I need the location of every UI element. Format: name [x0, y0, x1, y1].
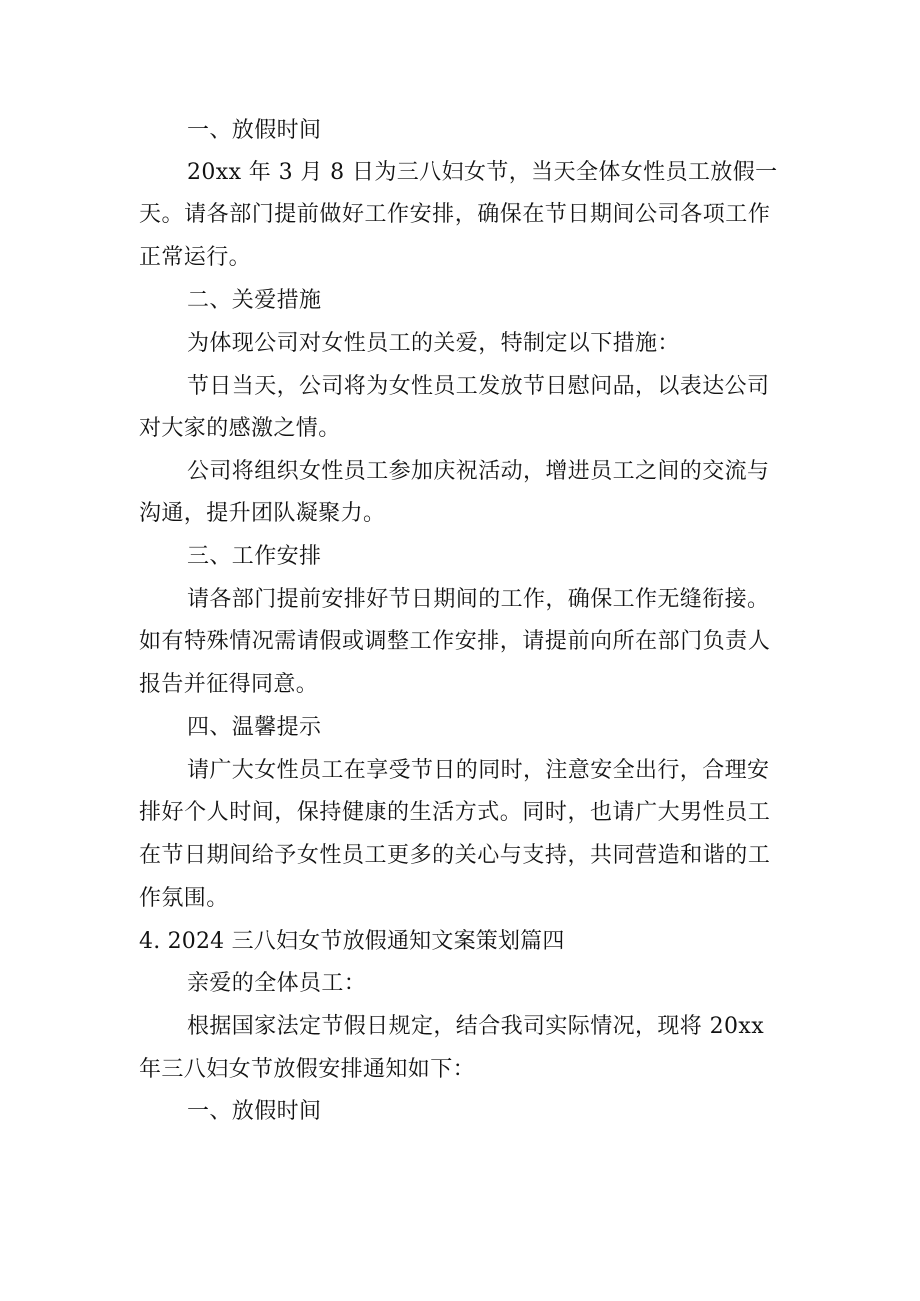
- section-heading-care-measures: 二、关爱措施: [187, 288, 322, 313]
- greeting-line: 亲爱的全体员工：: [187, 971, 367, 996]
- section-heading-leave-time: 一、放假时间: [187, 118, 322, 143]
- paragraph-line: 在节日期间给予女性员工更多的关心与支持，共同营造和谐的工: [139, 843, 771, 868]
- paragraph-line: 如有特殊情况需请假或调整工作安排，请提前向所在部门负责人: [139, 629, 771, 654]
- paragraph-line: 对大家的感激之情。: [139, 416, 341, 441]
- paragraph-line: 年三八妇女节放假安排通知如下：: [139, 1057, 476, 1082]
- paragraph-line: 公司将组织女性员工参加庆祝活动，增进员工之间的交流与: [187, 459, 770, 484]
- paragraph-line: 20xx 年 3 月 8 日为三八妇女节，当天全体女性员工放假一: [187, 160, 778, 185]
- paragraph-line: 请各部门提前安排好节日期间的工作，确保工作无缝衔接。: [187, 587, 770, 612]
- section-heading-leave-time: 一、放假时间: [187, 1099, 322, 1124]
- paragraph-line: 为体现公司对女性员工的关爱，特制定以下措施：: [187, 331, 680, 356]
- paragraph-line: 报告并征得同意。: [139, 672, 319, 697]
- paragraph-line: 请广大女性员工在享受节日的同时，注意安全出行，合理安: [187, 758, 770, 783]
- paragraph-line: 节日当天，公司将为女性员工发放节日慰问品，以表达公司: [187, 374, 770, 399]
- section-heading-work-arrangement: 三、工作安排: [187, 544, 322, 569]
- paragraph-line: 天。请各部门提前做好工作安排，确保在节日期间公司各项工作: [139, 202, 771, 227]
- section-heading-reminder: 四、温馨提示: [187, 715, 322, 740]
- paragraph-line: 排好个人时间，保持健康的生活方式。同时，也请广大男性员工: [139, 800, 771, 825]
- paragraph-line: 正常运行。: [139, 245, 252, 270]
- chapter-heading: 4. 2024 三八妇女节放假通知文案策划篇四: [139, 929, 565, 954]
- paragraph-line: 作氛围。: [139, 886, 229, 911]
- paragraph-line: 根据国家法定节假日规定，结合我司实际情况，现将 20xx: [187, 1014, 765, 1039]
- paragraph-line: 沟通，提升团队凝聚力。: [139, 501, 386, 526]
